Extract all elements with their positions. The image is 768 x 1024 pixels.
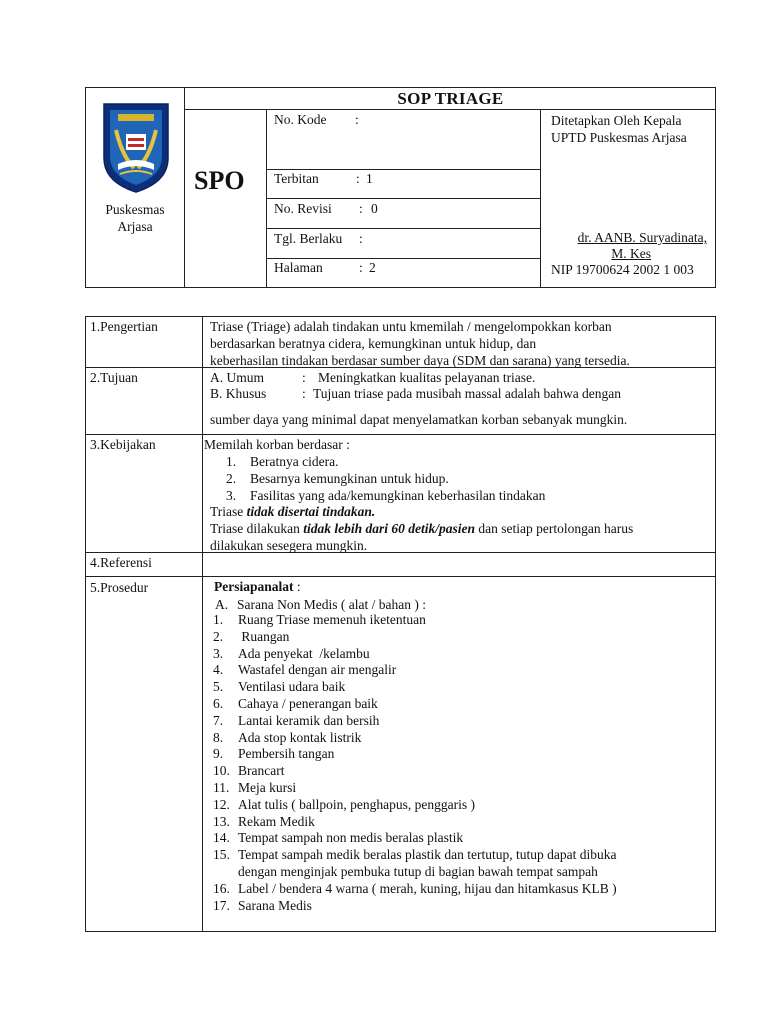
list-item: 2. Besarnya kemungkinan untuk hidup. <box>226 471 449 486</box>
list-item: dengan menginjak pembuka tutup di bagian bawah tempat sampah <box>238 863 598 879</box>
list-item: 14. Tempat sampah non medis beralas plastik <box>213 830 464 846</box>
field-sep: : <box>356 171 360 186</box>
list-item: 1. Ruang Triase memenuh iketentuan <box>213 612 426 627</box>
approval-line1: Ditetapkan Oleh Kepala <box>551 113 682 128</box>
signer-nip: NIP 19700624 2002 1 003 <box>551 262 694 277</box>
signer-name-line2: M. Kes <box>611 246 651 261</box>
field-sep: : <box>359 201 363 216</box>
list-item: 2. Ruangan <box>213 628 290 644</box>
list-item: 3. Ada penyekat /kelambu <box>213 645 370 661</box>
list-item: 7. Lantai keramik dan bersih <box>213 712 380 728</box>
section-label-referensi: 4.Referensi <box>90 555 152 570</box>
section-label-kebijakan: 3.Kebijakan <box>90 437 156 452</box>
tujuan-khusus-continuation: sumber daya yang minimal dapat menyelamatkan korban sebanyak mungkin. <box>210 412 628 427</box>
list-item: 1. Beratnya cidera. <box>226 454 339 469</box>
kebijakan-line2: Triase dilakukan tidak lebih dari 60 detik/pasien dan setiap pertolongan harus <box>210 521 634 536</box>
field-sep: : <box>359 231 363 246</box>
list-item: 9. Pembersih tangan <box>213 746 335 762</box>
field-terbitan-value: 1 <box>366 171 373 186</box>
tujuan-khusus-sep: : <box>302 386 306 401</box>
list-item: 11. Meja kursi <box>213 779 297 795</box>
list-item: 8. Ada stop kontak listrik <box>213 729 362 745</box>
pengertian-line: Triase (Triage) adalah tindakan untu kmemilah / mengelompokkan korban <box>210 319 612 334</box>
list-item: 13. Rekam Medik <box>213 813 315 829</box>
pengertian-line: berdasarkan beratnya cidera, kemungkinan untuk hidup, dan <box>210 336 537 351</box>
section-label-prosedur: 5.Prosedur <box>90 580 149 595</box>
kebijakan-intro: Memilah korban berdasar : <box>204 437 350 452</box>
field-revisi-value: 0 <box>371 201 378 216</box>
field-revisi-label: No. Revisi <box>274 201 332 216</box>
list-item: 16. Label / bendera 4 warna ( merah, kuning, hijau dan hitamkasus KLB ) <box>213 880 617 896</box>
list-item: 4. Wastafel dengan air mengalir <box>213 662 397 678</box>
document-title: SOP TRIAGE <box>397 89 504 108</box>
tujuan-khusus-value: Tujuan triase pada musibah massal adalah bahwa dengan <box>313 386 622 401</box>
approval-line2: UPTD Puskesmas Arjasa <box>551 130 687 145</box>
org-name-line1: Puskesmas <box>105 202 165 217</box>
field-terbitan-label: Terbitan <box>274 171 319 186</box>
kebijakan-line1: Triase tidak disertai tindakan. <box>210 504 376 519</box>
list-item: 15. Tempat sampah medik beralas plastik dan tertutup, tutup dapat dibuka <box>213 847 617 863</box>
list-item: 10. Brancart <box>213 763 285 779</box>
field-no-kode <box>274 112 327 128</box>
tujuan-umum-key: A. Umum <box>210 370 264 385</box>
org-name-line2: Arjasa <box>117 219 153 234</box>
puskesmas-logo <box>100 100 172 195</box>
list-item: 12. Alat tulis ( ballpoin, penghapus, penggaris ) <box>213 796 475 812</box>
pengertian-text <box>210 318 630 369</box>
list-item: 5. Ventilasi udara baik <box>213 679 346 695</box>
org-name <box>86 201 184 235</box>
kebijakan-line3: dilakukan sesegera mungkin. <box>210 538 368 553</box>
tujuan-umum-sep: : <box>302 370 306 385</box>
list-item: 3. Fasilitas yang ada/kemungkinan keberhasilan tindakan <box>226 488 546 503</box>
field-label: No. Kode <box>274 112 327 127</box>
tujuan-khusus-key: B. Khusus <box>210 386 267 401</box>
field-halaman-value: 2 <box>369 260 376 275</box>
field-halaman-label: Halaman <box>274 260 323 275</box>
field-berlaku-label: Tgl. Berlaku <box>274 231 343 246</box>
pengertian-line: keberhasilan tindakan berdasar sumber daya (SDM dan sarana) yang tersedia. <box>210 353 630 368</box>
kebijakan-list <box>226 453 545 504</box>
signer-block <box>551 230 707 278</box>
field-sep: : <box>359 260 363 275</box>
signer-name-line1: dr. AANB. Suryadinata, <box>577 230 707 245</box>
prosedur-list <box>213 612 617 914</box>
list-item: 17. Sarana Medis <box>213 897 312 913</box>
section-label-tujuan: 2.Tujuan <box>90 370 138 385</box>
prosedur-heading: Persiapanalat : <box>214 579 301 594</box>
approval-block <box>551 112 687 146</box>
list-item: 6. Cahaya / penerangan baik <box>213 695 378 711</box>
prosedur-sub-a: A. Sarana Non Medis ( alat / bahan ) : <box>215 597 426 612</box>
tujuan-umum-value: Meningkatkan kualitas pelayanan triase. <box>318 370 536 385</box>
spo-label: SPO <box>194 166 245 195</box>
section-label-pengertian: 1.Pengertian <box>90 319 158 334</box>
field-sep: : <box>355 112 359 127</box>
